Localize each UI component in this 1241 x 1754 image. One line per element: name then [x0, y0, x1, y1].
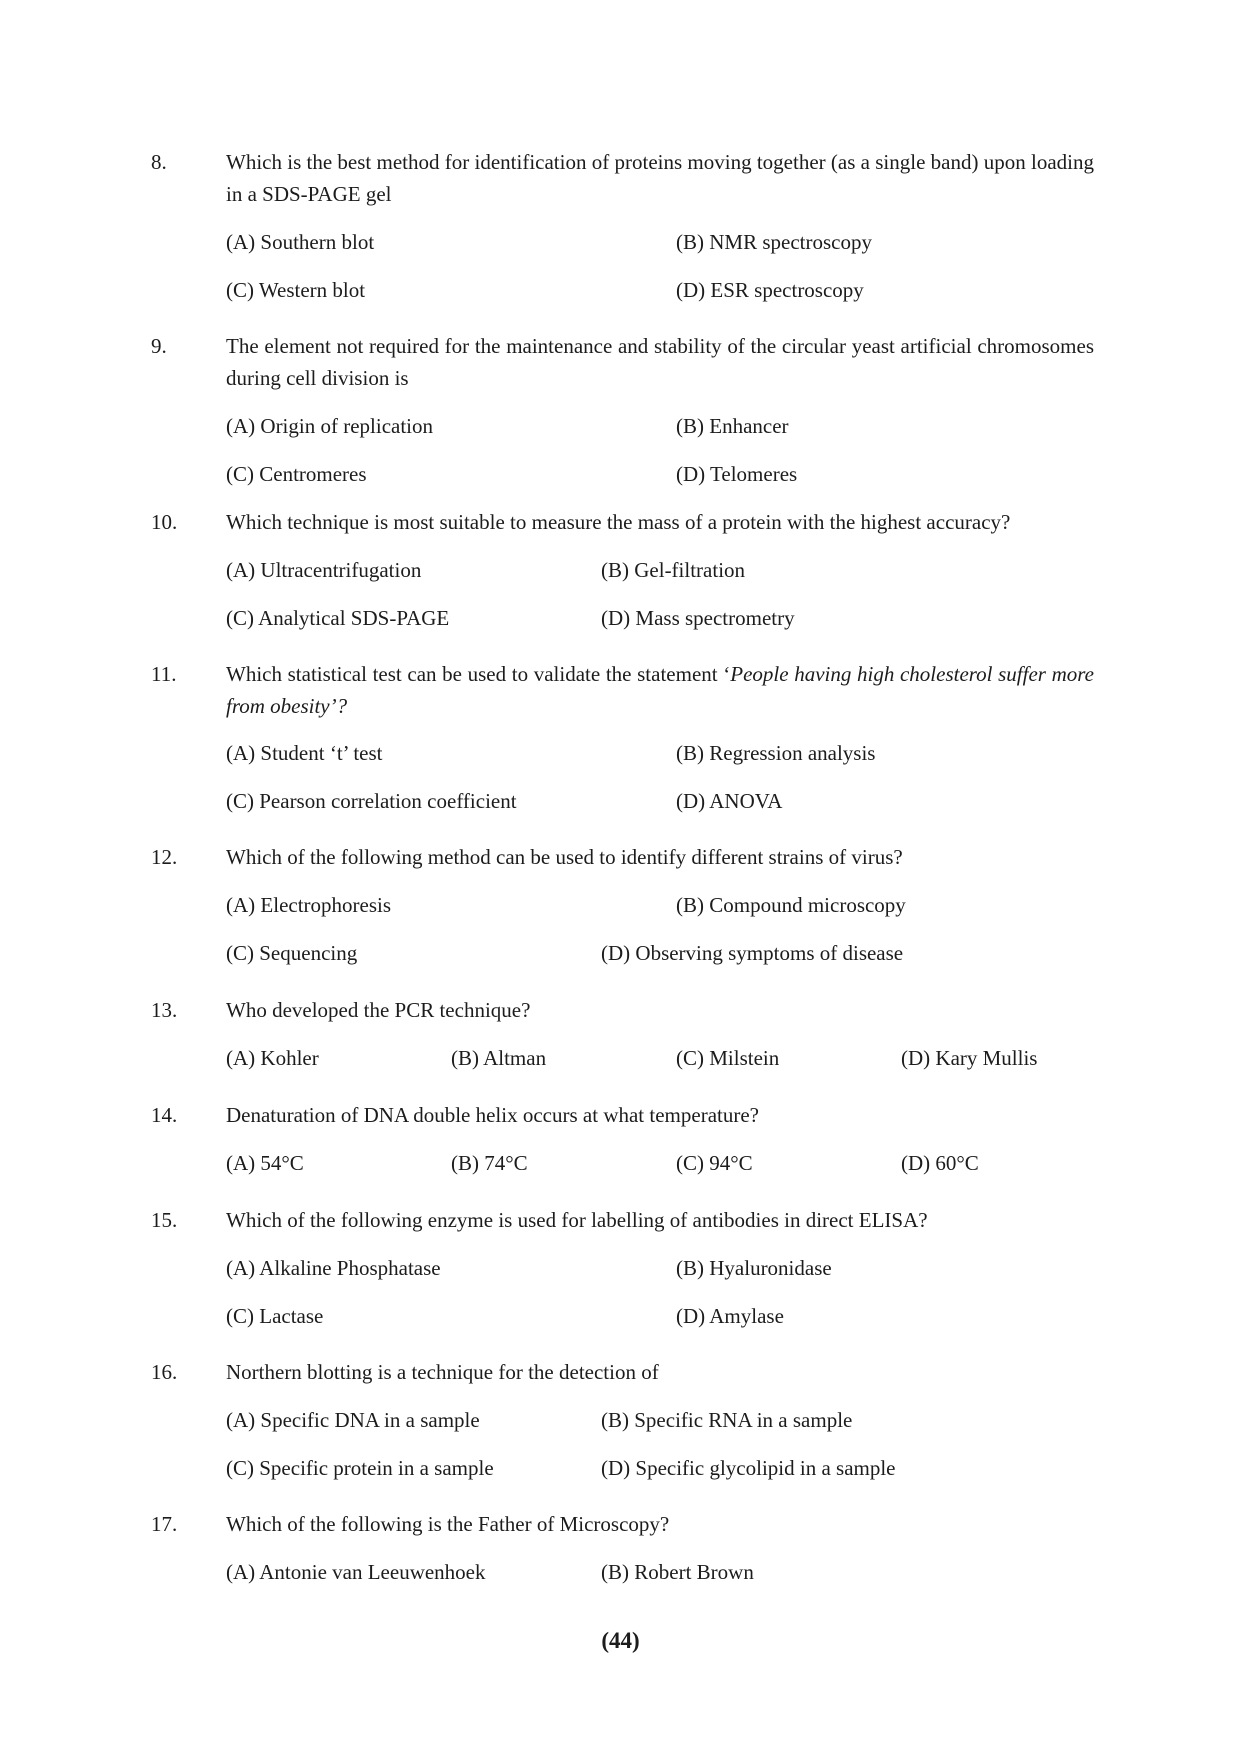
page-number: (44): [601, 1628, 640, 1653]
option-a: (A) 54°C: [226, 1151, 304, 1175]
option-a: (A) Alkaline Phosphatase: [226, 1256, 441, 1280]
question-text: Which of the following is the Father of Microscopy?: [226, 1512, 670, 1536]
option-a: (A) Ultracentrifugation: [226, 558, 422, 582]
option-c: (C) Lactase: [226, 1304, 324, 1328]
option-b: (B) Specific RNA in a sample: [601, 1408, 853, 1432]
option-b: (B) Altman: [451, 1046, 547, 1070]
option-b: (B) Enhancer: [676, 414, 789, 438]
option-d: (D) ANOVA: [676, 789, 783, 813]
question-number: 14.: [151, 1103, 178, 1127]
option-d: (D) Telomeres: [676, 462, 798, 486]
option-c: (C) Sequencing: [226, 941, 358, 965]
option-a: (A) Southern blot: [226, 230, 375, 254]
question-text: The element not required for the maintenance and stability of the circular yeast artificial chromosomes during cell division is: [226, 334, 1094, 390]
option-d: (D) Mass spectrometry: [601, 606, 795, 630]
option-a: (A) Antonie van Leeuwenhoek: [226, 1560, 486, 1584]
question-text: [226, 658, 1094, 722]
question-text-plain: Which statistical test can be used to validate the statement ‘: [226, 662, 731, 686]
question-number: 13.: [151, 998, 178, 1022]
question-text: Which of the following method can be used to identify different strains of virus?: [226, 845, 903, 869]
option-d: (D) Kary Mullis: [901, 1046, 1038, 1070]
question-text: Which technique is most suitable to measure the mass of a protein with the highest accuracy?: [226, 510, 1011, 534]
question-text-quote: People having high cholesterol suffer more from obesity’?: [226, 662, 1094, 718]
question-number: 11.: [151, 662, 177, 686]
option-a: (A) Student ‘t’ test: [226, 741, 383, 765]
question-number: 10.: [151, 510, 178, 534]
option-d: (D) Specific glycolipid in a sample: [601, 1456, 896, 1480]
option-b: (B) Regression analysis: [676, 741, 876, 765]
option-c: (C) Western blot: [226, 278, 366, 302]
option-c: (C) Centromeres: [226, 462, 367, 486]
option-a: (A) Origin of replication: [226, 414, 434, 438]
question-text: Which of the following enzyme is used for labelling of antibodies in direct ELISA?: [226, 1208, 928, 1232]
option-b: (B) NMR spectroscopy: [676, 230, 872, 254]
question-text: Who developed the PCR technique?: [226, 998, 531, 1022]
option-a: (A) Specific DNA in a sample: [226, 1408, 480, 1432]
question-number: 15.: [151, 1208, 178, 1232]
option-b: (B) Robert Brown: [601, 1560, 754, 1584]
question-text: Northern blotting is a technique for the detection of: [226, 1360, 659, 1384]
option-a: (A) Kohler: [226, 1046, 319, 1070]
question-number: 8.: [151, 150, 167, 174]
option-c: (C) Milstein: [676, 1046, 780, 1070]
question-number: 9.: [151, 334, 167, 358]
option-a: (A) Electrophoresis: [226, 893, 392, 917]
option-b: (B) Compound microscopy: [676, 893, 906, 917]
option-d: (D) Amylase: [676, 1304, 784, 1328]
question-number: 17.: [151, 1512, 178, 1536]
option-c: (C) Specific protein in a sample: [226, 1456, 494, 1480]
option-c: (C) Pearson correlation coefficient: [226, 789, 517, 813]
option-d: (D) ESR spectroscopy: [676, 278, 864, 302]
option-b: (B) Gel-filtration: [601, 558, 746, 582]
question-number: 12.: [151, 845, 178, 869]
option-b: (B) Hyaluronidase: [676, 1256, 832, 1280]
option-d: (D) Observing symptoms of disease: [601, 941, 904, 965]
question-text: Which is the best method for identification of proteins moving together (as a single band) upon loading in a SDS-PAGE gel: [226, 150, 1094, 206]
option-c: (C) Analytical SDS-PAGE: [226, 606, 450, 630]
question-number: 16.: [151, 1360, 178, 1384]
option-d: (D) 60°C: [901, 1151, 979, 1175]
option-c: (C) 94°C: [676, 1151, 753, 1175]
question-text: Denaturation of DNA double helix occurs at what temperature?: [226, 1103, 759, 1127]
option-b: (B) 74°C: [451, 1151, 528, 1175]
